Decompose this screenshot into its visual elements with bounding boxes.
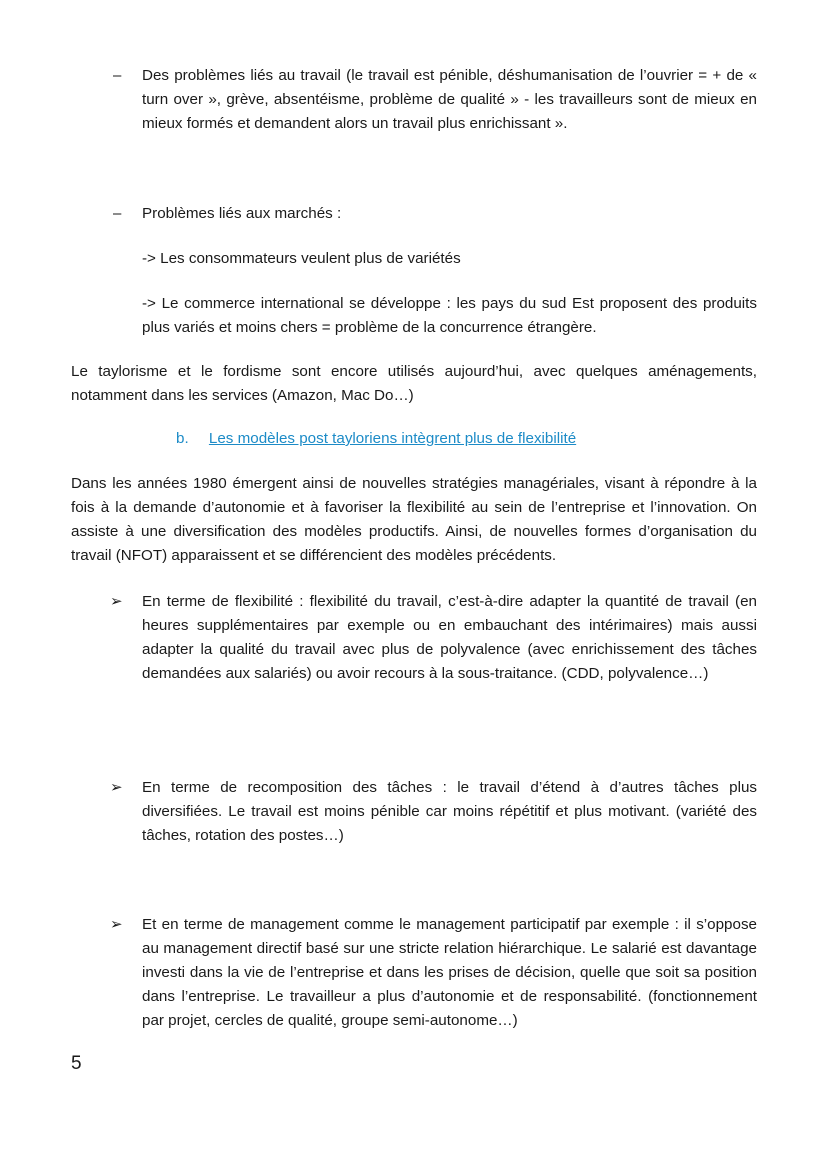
list-item-market-problems: Problèmes liés aux marchés :: [142, 205, 342, 222]
paragraph-post-taylorian: Dans les années 1980 émergent ainsi de nouvelles stratégies managériales, visant à répondre à la fois à la demande d’autonomie et à favoriser la flexibilité au sein de l’entreprise et l’innovation. On assiste à une diversification des modèles productifs. Ainsi, de nouvelles formes d’organisation du travail (NFOT) apparaissent et se différencient des modèles précédents.: [71, 475, 757, 564]
sub-item-consumers: -> Les consommateurs veulent plus de variétés: [142, 250, 461, 267]
list-item-management: Et en terme de management comme le management participatif par exemple : il s’oppose au management directif basé sur une stricte relation hiérarchique. Le salarié est davantage investi dans la vie de l’entreprise et dans les prises de décision, quelle que soit sa position dans l’entreprise. Le travailleur a plus d’autonomie et de responsabilité. (fonctionnement par projet, cercles de qualité, groupe semi-autonome…): [142, 916, 757, 1029]
arrow-bullet-icon: ➢: [110, 779, 123, 796]
list-item-task-recomposition: En terme de recomposition des tâches : le travail d’étend à d’autres tâches plus diversifiées. Le travail est moins pénible car moins répétitif et plus motivant. (variété des tâches, rotation des postes…): [142, 779, 757, 844]
subheading-letter: b.: [176, 430, 189, 447]
dash-bullet: –: [113, 205, 122, 222]
arrow-bullet-icon: ➢: [110, 916, 123, 933]
arrow-bullet-icon: ➢: [110, 593, 123, 610]
dash-bullet: –: [113, 67, 122, 84]
list-item-work-problems: Des problèmes liés au travail (le travail est pénible, déshumanisation de l’ouvrier = + de « turn over », grève, absentéisme, problème de qualité » - les travailleurs sont de mieux en mieux formés et demandent alors un travail plus enrichissant ».: [142, 67, 757, 132]
list-item-flexibility: En terme de flexibilité : flexibilité du travail, c’est-à-dire adapter la quantité de travail (en heures supplémentaires par exemple ou en embauchant des intérimaires) mais aussi adapter la qualité du travail avec plus de polyvalence (avec enrichissement des tâches demandées aux salariés) ou avoir recours à la sous-traitance. (CDD, polyvalence…): [142, 593, 757, 682]
subheading-link[interactable]: Les modèles post tayloriens intègrent plus de flexibilité: [208, 430, 577, 447]
subheading: [176, 427, 576, 451]
paragraph-taylorism: Le taylorisme et le fordisme sont encore utilisés aujourd’hui, avec quelques aménagements, notamment dans les services (Amazon, Mac Do…): [71, 363, 757, 404]
page-number: 5: [71, 1053, 82, 1074]
sub-item-international-trade: -> Le commerce international se développe : les pays du sud Est proposent des produits plus variés et moins chers = problème de la concurrence étrangère.: [142, 295, 757, 336]
